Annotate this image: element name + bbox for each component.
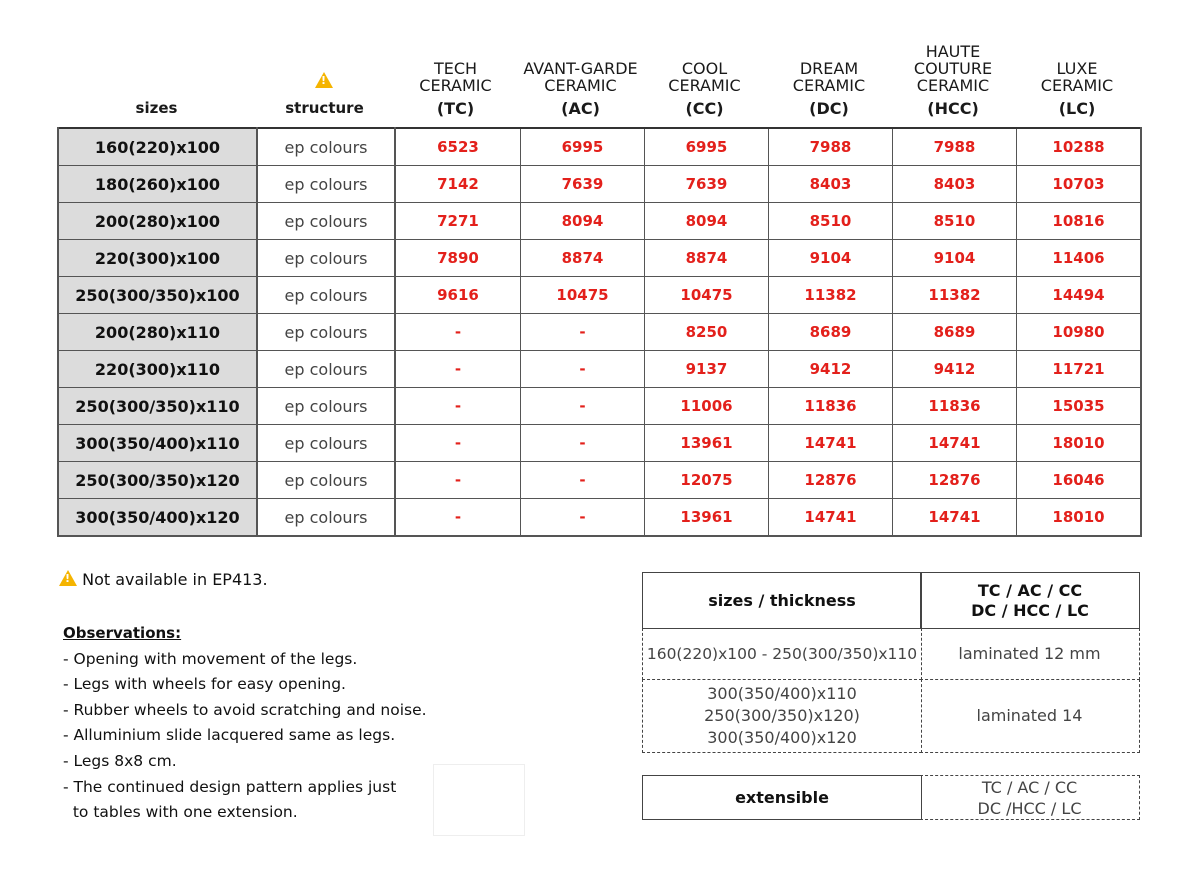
table-row (58, 462, 1141, 499)
header-line: CERAMIC (668, 76, 741, 95)
header-line: HAUTE (925, 42, 981, 61)
price-cell: 8874 (645, 240, 769, 277)
header-line: CERAMIC (544, 76, 617, 95)
structure-cell: ep colours (257, 203, 395, 240)
price-cell: 18010 (1017, 425, 1142, 462)
thickness-size-text: 250(300/350)x120) (704, 705, 860, 725)
thickness-header-left-text: sizes / thickness (708, 590, 856, 610)
thickness-header-line: DC / HCC / LC (971, 600, 1089, 620)
header-line: CERAMIC (916, 76, 990, 95)
observation-item: - Alluminium slide lacquered same as legs. (63, 726, 396, 745)
observation-item: - Opening with movement of the legs. (63, 649, 358, 668)
thickness-row-1-value (920, 628, 1140, 680)
structure-cell: ep colours (257, 166, 395, 203)
header-line: LUXE (1056, 59, 1098, 78)
warning-icon (59, 570, 77, 586)
availability-note (59, 569, 268, 589)
table-row (58, 128, 1141, 166)
price-cell: - (395, 314, 521, 351)
note-text: Not available in EP413. (82, 570, 268, 589)
table-row (58, 277, 1141, 314)
size-cell: 200(280)x100 (58, 203, 257, 240)
price-cell: 6995 (645, 128, 769, 166)
structure-cell: ep colours (257, 277, 395, 314)
price-cell: 6995 (521, 128, 645, 166)
price-cell: 11836 (769, 388, 893, 425)
header-line: COUTURE (913, 59, 993, 78)
structure-cell: ep colours (257, 388, 395, 425)
structure-cell: ep colours (257, 314, 395, 351)
price-cell: 8094 (521, 203, 645, 240)
price-cell: 11721 (1017, 351, 1142, 388)
header-hcc (891, 43, 1015, 117)
price-cell: 8250 (645, 314, 769, 351)
header-code: (DC) (809, 99, 849, 118)
header-structure: structure (285, 99, 364, 117)
price-cell: - (521, 351, 645, 388)
price-cell: 10816 (1017, 203, 1142, 240)
observation-item: to tables with one extension. (63, 803, 298, 822)
thickness-row-2-value (920, 679, 1140, 753)
price-cell: 10475 (521, 277, 645, 314)
size-cell: 250(300/350)x120 (58, 462, 257, 499)
thickness-size-text: 300(350/400)x120 (707, 727, 857, 747)
structure-cell: ep colours (257, 128, 395, 166)
price-cell: 12876 (769, 462, 893, 499)
table-row (58, 203, 1141, 240)
table-row (58, 499, 1141, 537)
header-line: DREAM (799, 59, 859, 78)
price-cell: 11836 (893, 388, 1017, 425)
price-cell: 9616 (395, 277, 521, 314)
thickness-header-left (642, 572, 922, 629)
table-row (58, 166, 1141, 203)
header-tc (393, 60, 518, 117)
size-cell: 300(350/400)x110 (58, 425, 257, 462)
thickness-row-2-sizes (642, 679, 922, 753)
header-code: (HCC) (927, 99, 979, 118)
blank-box (433, 764, 525, 836)
header-code: (TC) (436, 99, 475, 118)
price-cell: 7988 (893, 128, 1017, 166)
extensible-label (642, 775, 922, 820)
price-cell: 9104 (893, 240, 1017, 277)
thickness-header-right (920, 572, 1140, 629)
price-cell: 14741 (769, 499, 893, 537)
price-cell: 8689 (893, 314, 1017, 351)
price-cell: - (395, 425, 521, 462)
table-row (58, 240, 1141, 277)
price-cell: 11406 (1017, 240, 1142, 277)
header-code: (LC) (1058, 99, 1096, 118)
price-cell: 8094 (645, 203, 769, 240)
header-sizes: sizes (135, 99, 178, 117)
price-cell: 7271 (395, 203, 521, 240)
price-cell: 16046 (1017, 462, 1142, 499)
price-cell: 9137 (645, 351, 769, 388)
price-cell: 8874 (521, 240, 645, 277)
thickness-value-text: laminated 14 (976, 705, 1083, 725)
header-lc (1015, 60, 1139, 117)
price-cell: 12075 (645, 462, 769, 499)
price-cell: 14741 (893, 425, 1017, 462)
price-table (57, 127, 1142, 537)
header-line: AVANT-GARDE (523, 59, 638, 78)
extensible-value: TC / AC / CC (981, 777, 1078, 797)
price-cell: 7988 (769, 128, 893, 166)
price-cell: 13961 (645, 425, 769, 462)
price-cell: - (395, 499, 521, 537)
thickness-row-1-sizes (642, 628, 922, 680)
price-cell: - (521, 462, 645, 499)
thickness-value-text: laminated 12 mm (958, 643, 1101, 663)
price-cell: 15035 (1017, 388, 1142, 425)
thickness-header-line: TC / AC / CC (977, 580, 1083, 600)
price-cell: - (395, 388, 521, 425)
price-cell: 8510 (893, 203, 1017, 240)
observation-item: - Legs 8x8 cm. (63, 751, 177, 770)
size-cell: 220(300)x100 (58, 240, 257, 277)
price-cell: 14741 (769, 425, 893, 462)
size-cell: 220(300)x110 (58, 351, 257, 388)
size-cell: 300(350/400)x120 (58, 499, 257, 537)
price-cell: - (521, 314, 645, 351)
size-cell: 180(260)x100 (58, 166, 257, 203)
price-cell: 13961 (645, 499, 769, 537)
price-cell: 10475 (645, 277, 769, 314)
header-cc (642, 60, 767, 117)
warning-icon (315, 72, 333, 92)
header-code: (CC) (685, 99, 724, 118)
thickness-size-text: 300(350/400)x110 (707, 683, 857, 703)
price-cell: 11382 (893, 277, 1017, 314)
observations (63, 621, 427, 826)
table-row (58, 314, 1141, 351)
header-line: TECH (433, 59, 478, 78)
price-cell: 10980 (1017, 314, 1142, 351)
price-cell: 6523 (395, 128, 521, 166)
header-dc (767, 60, 891, 117)
size-cell: 200(280)x110 (58, 314, 257, 351)
price-cell: 8403 (893, 166, 1017, 203)
price-cell: 18010 (1017, 499, 1142, 537)
table-row (58, 351, 1141, 388)
header-line: CERAMIC (792, 76, 866, 95)
observation-item: - Legs with wheels for easy opening. (63, 675, 346, 694)
header-line: CERAMIC (419, 76, 492, 95)
price-cell: 9412 (769, 351, 893, 388)
table-row (58, 425, 1141, 462)
size-cell: 160(220)x100 (58, 128, 257, 166)
observations-title: Observations: (63, 624, 182, 642)
price-cell: - (521, 425, 645, 462)
structure-cell: ep colours (257, 462, 395, 499)
price-cell: 10703 (1017, 166, 1142, 203)
price-cell: 14494 (1017, 277, 1142, 314)
extensible-values (920, 775, 1140, 820)
price-cell: 11006 (645, 388, 769, 425)
size-cell: 250(300/350)x110 (58, 388, 257, 425)
price-cell: - (521, 388, 645, 425)
extensible-value: DC /HCC / LC (977, 798, 1082, 818)
price-cell: 7142 (395, 166, 521, 203)
price-cell: - (395, 351, 521, 388)
header-line: CERAMIC (1040, 76, 1114, 95)
price-cell: 10288 (1017, 128, 1142, 166)
structure-cell: ep colours (257, 425, 395, 462)
structure-cell: ep colours (257, 351, 395, 388)
price-cell: 11382 (769, 277, 893, 314)
price-cell: 8403 (769, 166, 893, 203)
header-ac (508, 60, 653, 117)
table-row (58, 388, 1141, 425)
price-cell: 7639 (645, 166, 769, 203)
price-cell: 9412 (893, 351, 1017, 388)
price-cell: 9104 (769, 240, 893, 277)
price-cell: 12876 (893, 462, 1017, 499)
observation-item: - Rubber wheels to avoid scratching and noise. (63, 700, 427, 719)
header-line: COOL (681, 59, 728, 78)
header-code: (AC) (561, 99, 600, 118)
structure-cell: ep colours (257, 240, 395, 277)
size-cell: 250(300/350)x100 (58, 277, 257, 314)
price-cell: 7639 (521, 166, 645, 203)
price-cell: 8689 (769, 314, 893, 351)
structure-cell: ep colours (257, 499, 395, 537)
price-cell: 8510 (769, 203, 893, 240)
price-cell: 14741 (893, 499, 1017, 537)
extensible-label-text: extensible (735, 787, 829, 807)
price-cell: 7890 (395, 240, 521, 277)
observation-item: - The continued design pattern applies just (63, 777, 397, 796)
price-cell: - (521, 499, 645, 537)
price-cell: - (395, 462, 521, 499)
thickness-size-text: 160(220)x100 - 250(300/350)x110 (646, 644, 918, 663)
